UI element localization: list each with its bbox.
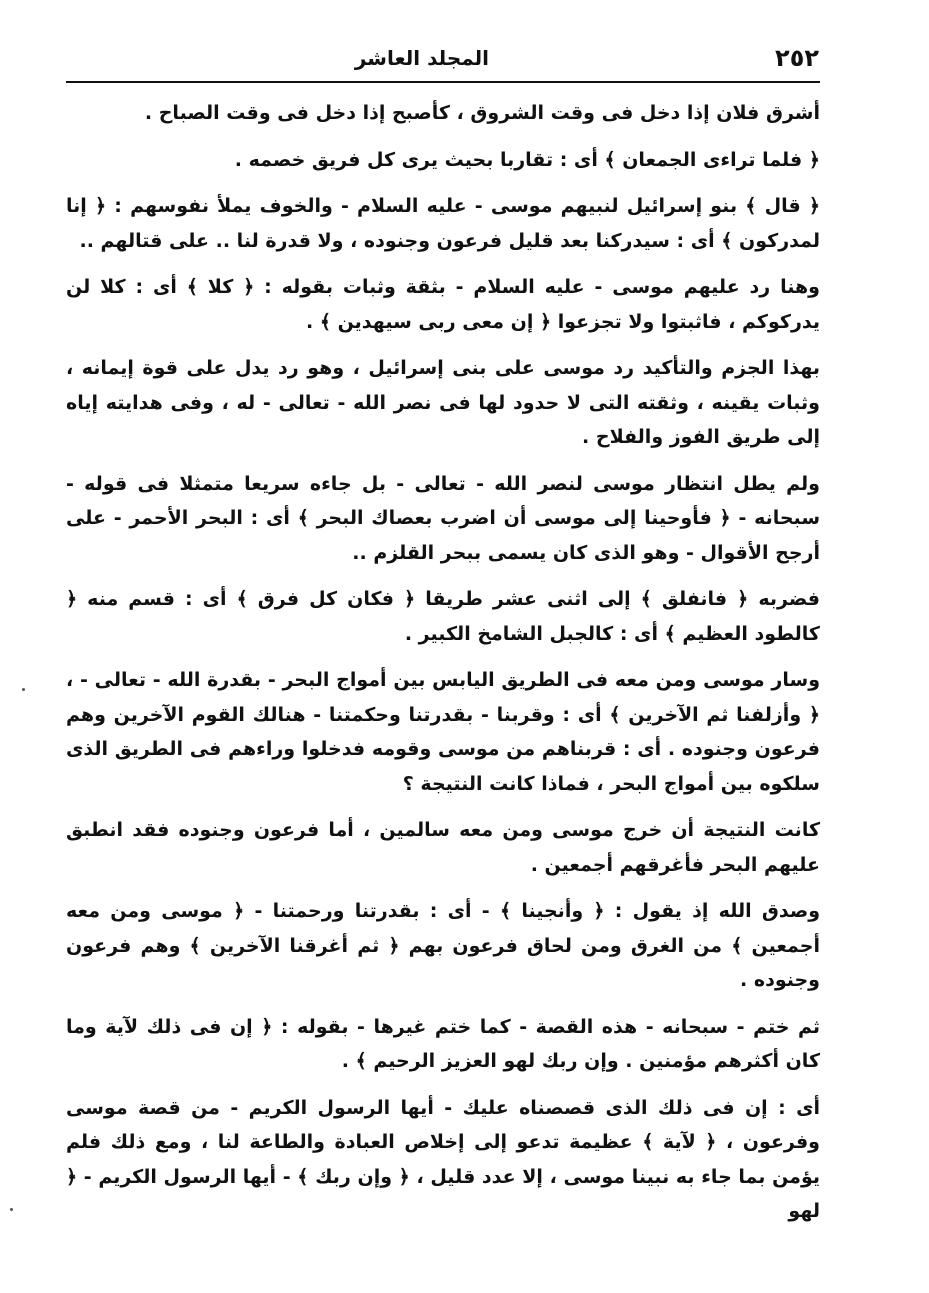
paragraph: وصدق الله إذ يقول : ﴿ وأنجينا ﴾ - أى : بقدرتنا ورحمتنا - ﴿ موسى ومن معه أجمعين ﴾ من الغرق ومن لحاق فرعون بهم ﴿ ثم أغرقنا الآخرين ﴾ وهم فرعون وجنوده .: [66, 900, 820, 991]
page-body: [66, 96, 820, 1241]
paragraph: فضربه ﴿ فانفلق ﴾ إلى اثنى عشر طريقا ﴿ فكان كل فرق ﴾ أى : قسم منه ﴿ كالطود العظيم ﴾ أى : كالجبل الشامخ الكبير .: [66, 588, 820, 645]
scan-speck: [10, 1208, 13, 1211]
paragraph: ثم ختم - سبحانه - هذه القصة - كما ختم غيرها - بقوله : ﴿ إن فى ذلك لآية وما كان أكثرهم مؤمنين . وإن ربك لهو العزيز الرحيم ﴾ .: [66, 1015, 820, 1072]
scan-speck: [22, 688, 25, 691]
paragraph: ﴿ فلما تراءى الجمعان ﴾ أى : تقاربا بحيث يرى كل فريق خصمه .: [234, 148, 820, 171]
paragraph: وهنا رد عليهم موسى - عليه السلام - بثقة وثبات بقوله : ﴿ كلا ﴾ أى : كلا لن يدركوكم ، فاثبتوا ولا تجزعوا ﴿ إن معى ربى سيهدين ﴾ .: [66, 276, 820, 333]
paragraph: ولم يطل انتظار موسى لنصر الله - تعالى - بل جاءه سريعا متمثلا فى قوله - سبحانه - ﴿ فأوحينا إلى موسى أن اضرب بعصاك البحر ﴾ أى : البحر الأحمر - على أرجح الأقوال - وهو الذى كان يسمى ببحر القلزم ..: [66, 472, 820, 564]
header-divider: [66, 81, 820, 83]
paragraph: كانت النتيجة أن خرج موسى ومن معه سالمين ، أما فرعون وجنوده فقد انطبق عليهم البحر فأغرقهم أجمعين .: [66, 819, 820, 876]
page-header: [66, 40, 819, 80]
paragraph: ﴿ قال ﴾ بنو إسرائيل لنبيهم موسى - عليه السلام - والخوف يملأ نفوسهم : ﴿ إنا لمدركون ﴾ أى : سيدركنا بعد قليل فرعون وجنوده ، ولا قدرة لنا .. على قتالهم ..: [66, 195, 820, 252]
paragraph: بهذا الجزم والتأكيد رد موسى على بنى إسرائيل ، وهو رد يدل على قوة إيمانه ، وثبات يقينه ، وثقته التى لا حدود لها فى نصر الله - تعالى - له ، وفى هدايته إياه إلى طريق الفوز والفلاح .: [66, 357, 820, 448]
page-number: ٢٥٢: [775, 44, 819, 72]
paragraph: أى : إن فى ذلك الذى قصصناه عليك - أيها الرسول الكريم - من قصة موسى وفرعون ، ﴿ لآية ﴾ عظيمة تدعو إلى إخلاص العبادة والطاعة لنا ، ومع ذلك فلم يؤمن بما جاء به نبينا موسى ، إلا عدد قليل ، ﴿ وإن ربك ﴾ - أيها الرسول الكريم - ﴿ لهو: [66, 1096, 820, 1222]
paragraph: أشرق فلان إذا دخل فى وقت الشروق ، كأصبح إذا دخل فى وقت الصباح .: [144, 102, 820, 124]
paragraph: وسار موسى ومن معه فى الطريق اليابس بين أمواج البحر - بقدرة الله - تعالى - ، ﴿ وأزلفنا ثم الآخرين ﴾ أى : وقربنا - بقدرتنا وحكمتنا - هنالك القوم الآخرين وهم فرعون وجنوده . أى : قربناهم من موسى وقومه فدخلوا وراءهم فى الطريق الذى سلكوه بين أمواج البحر ، فماذا كانت النتيجة ؟: [66, 669, 820, 795]
volume-title: المجلد العاشر: [354, 46, 489, 70]
